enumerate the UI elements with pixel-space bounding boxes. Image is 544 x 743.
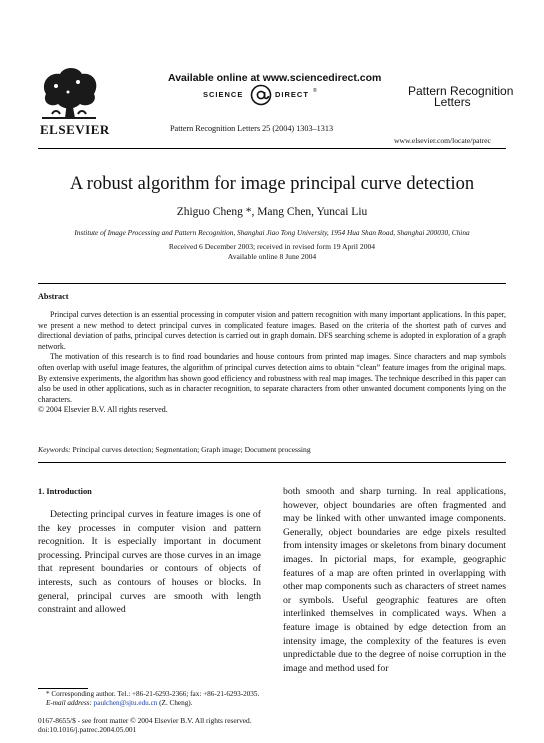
- email-suffix: (Z. Cheng).: [159, 699, 193, 708]
- abstract-top-divider: [38, 283, 506, 284]
- right-column: [283, 485, 506, 675]
- left-column: [38, 508, 261, 617]
- journal-reference: Pattern Recognition Letters 25 (2004) 1303–1313: [170, 124, 334, 133]
- publisher-name: ELSEVIER: [40, 122, 110, 137]
- abstract-heading: Abstract: [38, 292, 69, 301]
- elsevier-tree-logo-icon: [38, 64, 100, 120]
- header-divider: [38, 148, 506, 149]
- journal-logo-line1: Pattern Recognition: [408, 84, 514, 98]
- abstract-body: [38, 310, 506, 416]
- abstract-paragraph-1: Principal curves detection is an essential processing in computer vision and pattern recognition with many important applications. In this paper, we present a new method to detect principal curves in complicated feature images. Based on the criteria of the shortest path of curves and directional deviation of paths, principal curves detection is carried out in graph domain. DFS searching scheme is adopted in exploration of a graph network.: [38, 310, 506, 351]
- sd-right-word: DIRECT: [275, 90, 309, 99]
- article-dates: [0, 242, 544, 262]
- article-authors: Zhiguo Cheng *, Mang Chen, Yuncai Liu: [176, 206, 368, 218]
- received-dates: Received 6 December 2003; received in revised form 19 April 2004: [168, 242, 376, 251]
- front-matter-info: [38, 716, 252, 735]
- sciencedirect-logo: [203, 84, 323, 106]
- online-availability: Available online at www.sciencedirect.com: [168, 72, 382, 84]
- footnote-divider: [38, 688, 88, 689]
- sd-left-word: SCIENCE: [203, 90, 244, 99]
- email-label: E-mail address:: [46, 699, 92, 708]
- section-heading-introduction: 1. Introduction: [38, 487, 92, 496]
- journal-logo-line2: Letters: [434, 95, 471, 109]
- author-affiliation: Institute of Image Processing and Pattern Recognition, Shanghai Jiao Tong University, 1954 Hua Shan Road, Shanghai 200030, China: [74, 228, 470, 237]
- doi-line[interactable]: doi:10.1016/j.patrec.2004.05.001: [38, 725, 137, 735]
- keywords-label: Keywords:: [38, 445, 71, 454]
- available-online-date: Available online 8 June 2004: [227, 252, 317, 261]
- article-title: A robust algorithm for image principal curve detection: [69, 174, 475, 194]
- keywords-line: [38, 445, 506, 454]
- email-link[interactable]: paulchen@sjtu.edu.cn: [93, 699, 158, 708]
- at-sign-icon: [249, 84, 273, 106]
- issn-line: 0167-8655/$ - see front matter © 2004 Elsevier B.V. All rights reserved.: [38, 716, 252, 725]
- abstract-paragraph-2: The motivation of this research is to find road boundaries and house contours from printed map images. Since characters and map symbols often overlap with useful image features, the algorithm of principal curves detection aims to obtain “clean” feature images from the original maps. By extensive experiments, the algorithm has shown good efficiency and robustness with real map images. The technique described in this paper can also be used in other applications, such as in character recognition, to separate characters from other unwanted document components lying on the characters.: [38, 352, 506, 404]
- abstract-bottom-divider: [38, 462, 506, 463]
- journal-logo: [408, 86, 513, 108]
- intro-paragraph-right: both smooth and sharp turning. In real applications, however, object boundaries are often fragmented and may be linked with other unwanted image components. Generally, object boundaries are edge pixels resulted from intensity images or skeletons from binary document images. In pictorial maps, for example, geographic features of a map are often printed in overlapping with other map components such as characters of street names or symbols. Useful geographic features are often interlinked themselves in complicated ways. When a feature image is obtained by edge detection from an intensity image, the complexity of the features is even unpredictable due to the degree of noise corruption in the image and method used for: [283, 486, 506, 674]
- keywords-list: Principal curves detection; Segmentation; Graph image; Document processing: [72, 445, 311, 454]
- abstract-copyright: © 2004 Elsevier B.V. All rights reserved.: [38, 405, 168, 415]
- footnote: [38, 690, 261, 709]
- sd-registered-mark: ®: [313, 88, 317, 94]
- intro-paragraph-left: Detecting principal curves in feature images is one of the key processes in computer vision and pattern recognition. It is especially important in document processing. Principal curves are those curves in an image that represent boundaries or contours of objects of interests, such as contours of houses or blocks. In general, principal curves are smooth with length constraint and allowed: [38, 509, 261, 616]
- journal-url-link[interactable]: www.elsevier.com/locate/patrec: [394, 136, 491, 145]
- corresponding-author-note: * Corresponding author. Tel.: +86-21-6293-2366; fax: +86-21-6293-2035.: [46, 690, 260, 698]
